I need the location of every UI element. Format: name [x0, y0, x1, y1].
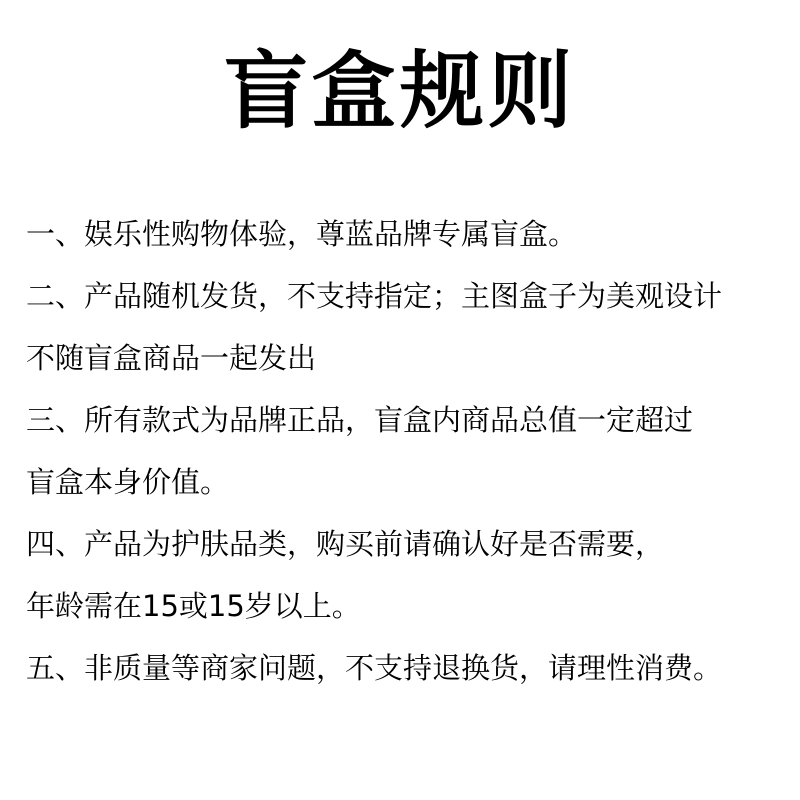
rule-line: 二、产品随机发货，不支持指定；主图盒子为美观设计	[26, 279, 723, 313]
page-title: 盲盒规则	[223, 42, 576, 140]
rules-list	[26, 203, 786, 699]
rule-line: 一、娱乐性购物体验，尊蓝品牌专属盲盒。	[26, 217, 578, 251]
rule-line: 四、产品为护肤品类，购买前请确认好是否需要，	[26, 527, 665, 561]
rule-line: 三、所有款式为品牌正品，盲盒内商品总值一定超过	[26, 403, 694, 437]
rule-line: 盲盒本身价值。	[26, 465, 230, 499]
rule-line: 不随盲盒商品一起发出	[26, 341, 317, 375]
rule-line: 五、非质量等商家问题，不支持退换货，请理性消费。	[26, 651, 723, 685]
rule-line: 年龄需在15或15岁以上。	[26, 589, 361, 623]
